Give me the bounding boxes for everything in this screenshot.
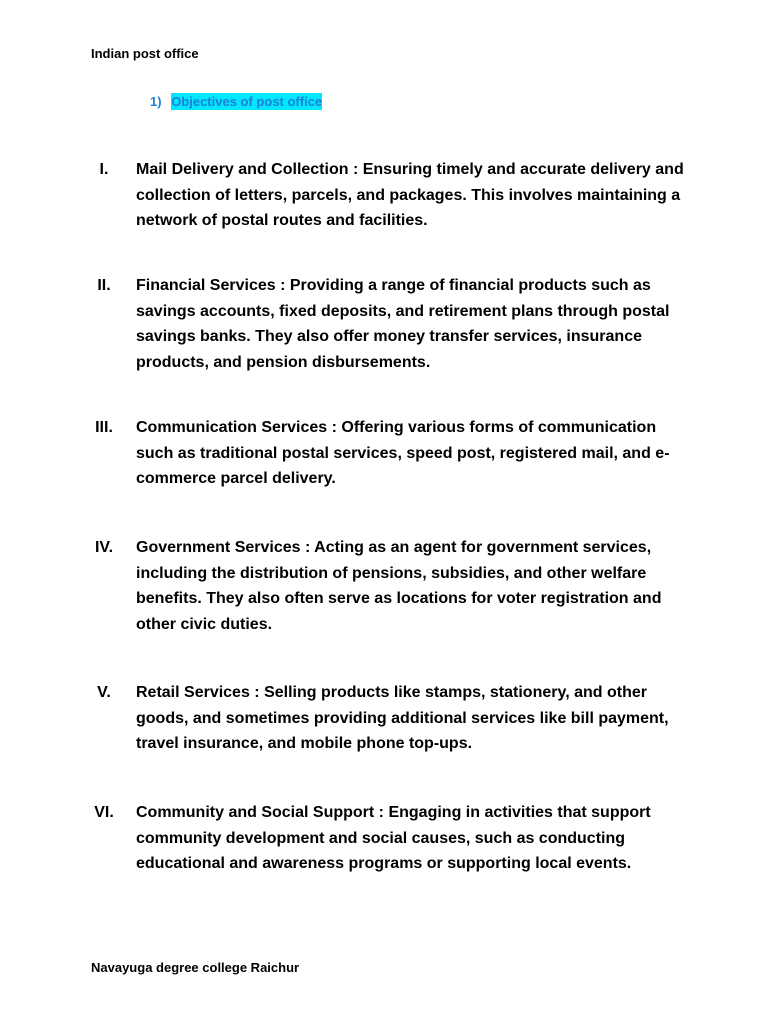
- section-title: Objectives of post office: [171, 94, 323, 109]
- item-text: Mail Delivery and Collection : Ensuring timely and accurate delivery and collection of letters, parcels, and packages. This involves maintaining a network of postal routes and facilities.: [136, 161, 684, 229]
- page-header: Indian post office: [91, 46, 199, 61]
- section-number: 1): [150, 94, 162, 109]
- item-numeral: VI.: [94, 804, 114, 821]
- item-numeral: V.: [97, 684, 111, 701]
- item-text: Retail Services : Selling products like stamps, stationery, and other goods, and sometimes providing additional services like bill payment, travel insurance, and mobile phone top-ups.: [136, 684, 669, 752]
- page-footer: Navayuga degree college Raichur: [91, 960, 300, 975]
- item-text: Community and Social Support : Engaging in activities that support community development and social causes, such as conducting educational and awareness programs or supporting local events.: [136, 804, 651, 872]
- item-numeral: III.: [95, 419, 113, 436]
- section-heading: [150, 94, 322, 109]
- item-numeral: IV.: [94, 539, 114, 556]
- item-numeral: I.: [99, 161, 109, 178]
- item-numeral: II.: [97, 277, 111, 294]
- item-text: Communication Services : Offering various forms of communication such as traditional postal services, speed post, registered mail, and e-commerce parcel delivery.: [136, 419, 670, 487]
- item-text: Government Services : Acting as an agent for government services, including the distribution of pensions, subsidies, and other welfare benefits. They also often serve as locations for voter registration and other civic duties.: [136, 539, 662, 633]
- item-text: Financial Services : Providing a range of financial products such as savings accounts, fixed deposits, and retirement plans through postal savings banks. They also offer money transfer services, insurance products, and pension disbursements.: [136, 277, 670, 371]
